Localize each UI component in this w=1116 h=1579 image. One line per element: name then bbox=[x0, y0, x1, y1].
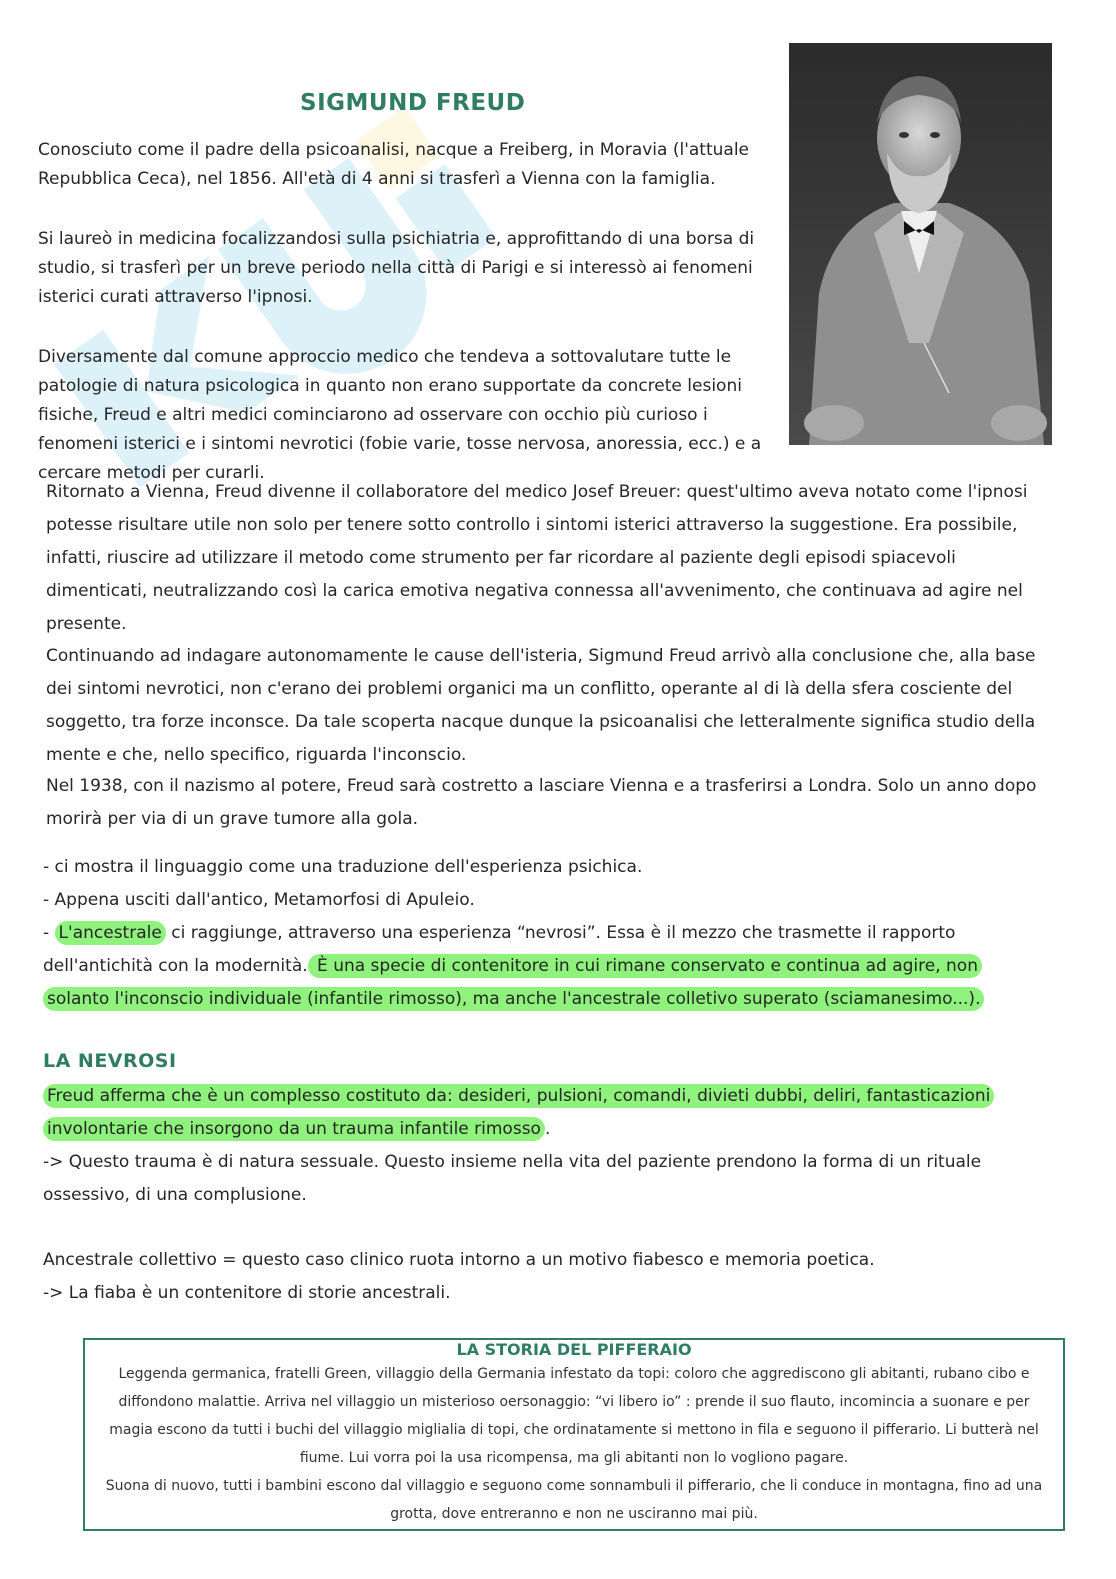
highlight-contenitore: È una specie di contenitore in cui rimane conservato e continua ad agire, non solanto l'inconscio individuale (infantile rimosso), ma anche l'ancestrale colletivo superato (sciamanesimo...). bbox=[43, 954, 984, 1011]
note-linguaggio: - ci mostra il linguaggio come una traduzione dell'esperienza psichica. bbox=[43, 857, 643, 877]
nevrosi-ancestrale: Ancestrale collettivo = questo caso clinico ruota intorno a un motivo fiabesco e memoria poetica. bbox=[43, 1250, 875, 1270]
pifferaio-paragraph-1: Leggenda germanica, fratelli Green, villaggio della Germania infestato da topi: coloro che aggrediscono gli abitanti, rubano cibo e diffondono malattie. Arriva nel villaggio un misterioso oersonaggio: “vi libero io” : prende il suo flauto, incomincia a suonare e per magia escono da tutti i buchi del villaggio miglialia di topi, che ordinatamente si mettono in fila e seguono il pifferario. Li butterà nel fiume. Lui vorra poi la usa ricompensa, ma gli abitanti non lo vogliono pagare. bbox=[109, 1366, 1039, 1466]
page-title: SIGMUND FREUD bbox=[300, 90, 526, 116]
nevrosi-fiaba: -> La fiaba è un contenitore di storie ancestrali. bbox=[43, 1283, 451, 1303]
portrait-photo bbox=[789, 43, 1052, 445]
body-paragraph-isteria: Continuando ad indagare autonomamente le cause dell'isteria, Sigmund Freud arrivò alla conclusione che, alla base dei sintomi nevrotici, non c'erano dei problemi organici ma un conflitto, operante al di là della sfera cosciente del soggetto, tra forze inconsce. Da tale scoperta nacque dunque la psicoanalisi che letteralmente significa studio della mente e che, nello specifico, riguarda l'inconscio. bbox=[46, 646, 1036, 765]
nevrosi-definition bbox=[43, 1080, 1028, 1146]
nevrosi-trauma: -> Questo trauma è di natura sessuale. Questo insieme nella vita del paziente prendono la forma di un rituale ossessivo, di una complusione. bbox=[43, 1152, 982, 1205]
pifferaio-title: LA STORIA DEL PIFFERAIO bbox=[456, 1340, 692, 1359]
intro-paragraph-2: Si laureò in medicina focalizzandosi sulla psichiatria e, approfittando di una borsa di studio, si trasferì per un breve periodo nella città di Parigi e si interessò ai fenomeni isterici curati attraverso l'ipnosi. bbox=[38, 229, 755, 307]
section-title-nevrosi: LA NEVROSI bbox=[43, 1050, 177, 1072]
body-paragraph-breuer: Ritornato a Vienna, Freud divenne il collaboratore del medico Josef Breuer: quest'ultimo aveva notato come l'ipnosi potesse risultare utile non solo per tenere sotto controllo i sintomi isterici attraverso la suggestione. Era possibile, infatti, riuscire ad utilizzare il metodo come strumento per far ricordare al paziente degli episodi spiacevoli dimenticati, neutralizzando così la carica emotiva negativa connessa all'avvenimento, che continuava ad agire nel presente. bbox=[46, 482, 1028, 634]
note-ancestrale bbox=[43, 917, 1043, 1016]
intro-paragraph-3: Diversamente dal comune approccio medico che tendeva a sottovalutare tutte le patologie di natura psicologica in quanto non erano supportate da concrete lesioni fisiche, Freud e altri medici cominciarono ad osservare con occhio più curioso i fenomeni isterici e i sintomi nevrotici (fobie varie, tosse nervosa, anoressia, ecc.) e a cercare metodi per curarli. bbox=[38, 347, 762, 483]
nevrosi-definition-end: . bbox=[544, 1119, 551, 1139]
body-paragraph-1938: Nel 1938, con il nazismo al potere, Freud sarà costretto a lasciare Vienna e a trasferirsi a Londra. Solo un anno dopo morirà per via di un grave tumore alla gola. bbox=[46, 776, 1037, 829]
highlight-ancestrale: L'ancestrale bbox=[55, 921, 166, 945]
note-ancestrale-prefix: - bbox=[43, 923, 55, 943]
note-apuleio: - Appena usciti dall'antico, Metamorfosi di Apuleio. bbox=[43, 890, 475, 910]
highlight-nevrosi: Freud afferma che è un complesso costituto da: desideri, pulsioni, comandi, divieti dubbi, deliri, fantasticazioni involontarie che insorgono da un trauma infantile rimosso bbox=[43, 1084, 994, 1141]
note-ancestrale-text: ci raggiunge, attraverso una esperienza “nevrosi”. Essa è il mezzo che trasmette il rapporto dell'antichità con la modernità. bbox=[43, 923, 956, 976]
pifferaio-paragraph-2: Suona di nuovo, tutti i bambini escono dal villaggio e seguono come sonnambuli il pifferario, che li conduce in montagna, fino ad una grotta, dove entreranno e non ne usciranno mai più. bbox=[105, 1478, 1043, 1522]
intro-paragraph-1: Conosciuto come il padre della psicoanalisi, nacque a Freiberg, in Moravia (l'attuale Repubblica Ceca), nel 1856. All'età di 4 anni si trasferì a Vienna con la famiglia. bbox=[38, 140, 749, 189]
pifferaio-box bbox=[83, 1338, 1065, 1531]
